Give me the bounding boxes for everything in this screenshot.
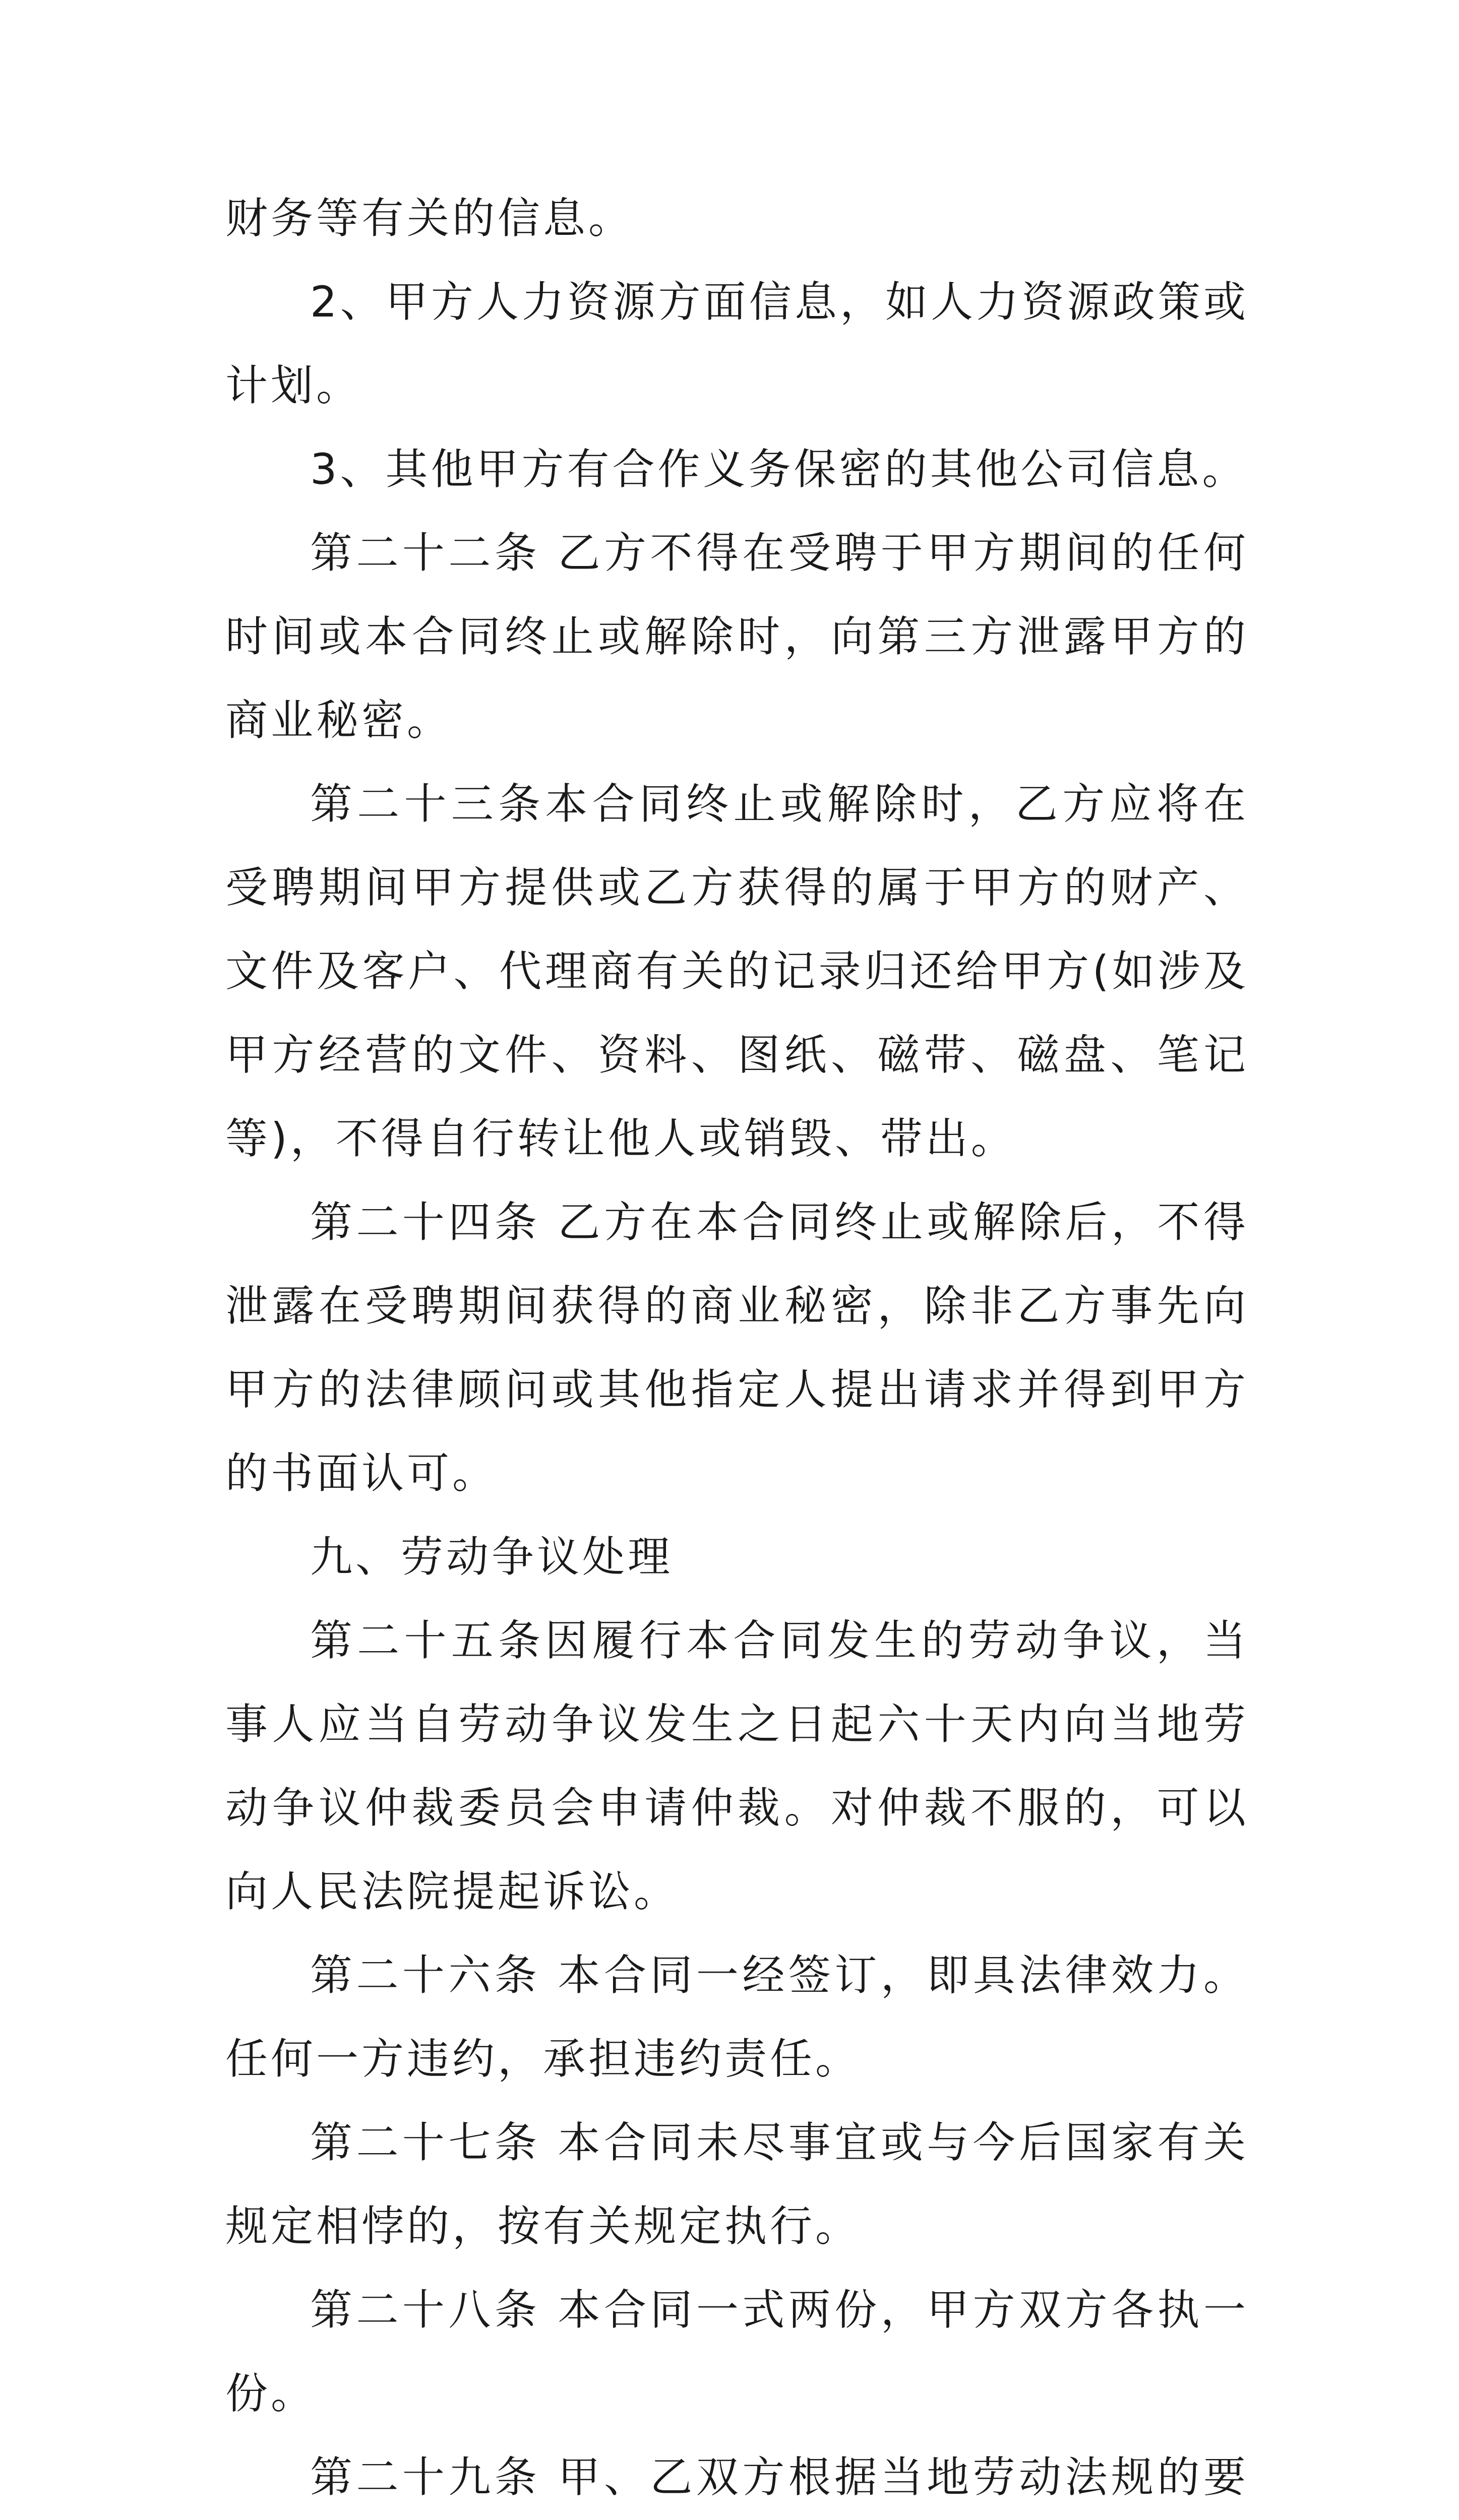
article-27: 第二十七条 本合同未尽事宜或与今后国家有关规定相悖的，按有关规定执行。 (225, 2118, 1249, 2251)
article-23: 第二十三条本合同终止或解除时，乙方应将在受聘期间甲方提供或乙方获得的属于甲方的财产、文件及客户、代理商有关的记录归还给甲方(如涉及甲方经营的文件、资料、图纸、磁带、磁盘、笔记等)，不得自行转让他人或销毁、带出。 (225, 779, 1249, 1163)
article-24: 第二十四条 乙方在本合同终止或解除后，不得泄露在受聘期间获得的商业秘密，除非乙方事先向甲方的法律顾问或其他指定人提出请求并得到甲方的书面认可。 (225, 1198, 1249, 1498)
article-28: 第二十八条 本合同一式两份，甲方双方各执一份。 (225, 2285, 1249, 2418)
document-body (225, 176, 1249, 2520)
article-26: 第二十六条 本合同一经签订，即具法律效力。任何一方违约，承担违约责任。 (225, 1950, 1249, 2084)
paragraph-hr-info: 2、甲方人力资源方面信息，如人力资源政策或计划。 (225, 277, 1249, 410)
article-25: 第二十五条因履行本合同发生的劳动争议，当事人应当自劳动争议发生之日起六十天内向当地劳动争议仲裁委员会申请仲裁。对仲裁不服的，可以向人民法院提起诉讼。 (225, 1616, 1249, 1916)
article-22: 第二十二条 乙方不得在受聘于甲方期间的任何时间或本合同终止或解除时，向第三方泄露甲方的商业秘密。 (225, 528, 1249, 745)
paragraph-financial-info: 财务等有关的信息。 (225, 194, 634, 243)
paragraph-other-confidential: 3、其他甲方有合作义务保密的其他公司信息。 (310, 445, 1248, 494)
article-29: 第二十九条 甲、乙双方根据当地劳动法规的要 (310, 2452, 1249, 2502)
section-heading-dispute: 九、劳动争议处理 (310, 1532, 674, 1582)
